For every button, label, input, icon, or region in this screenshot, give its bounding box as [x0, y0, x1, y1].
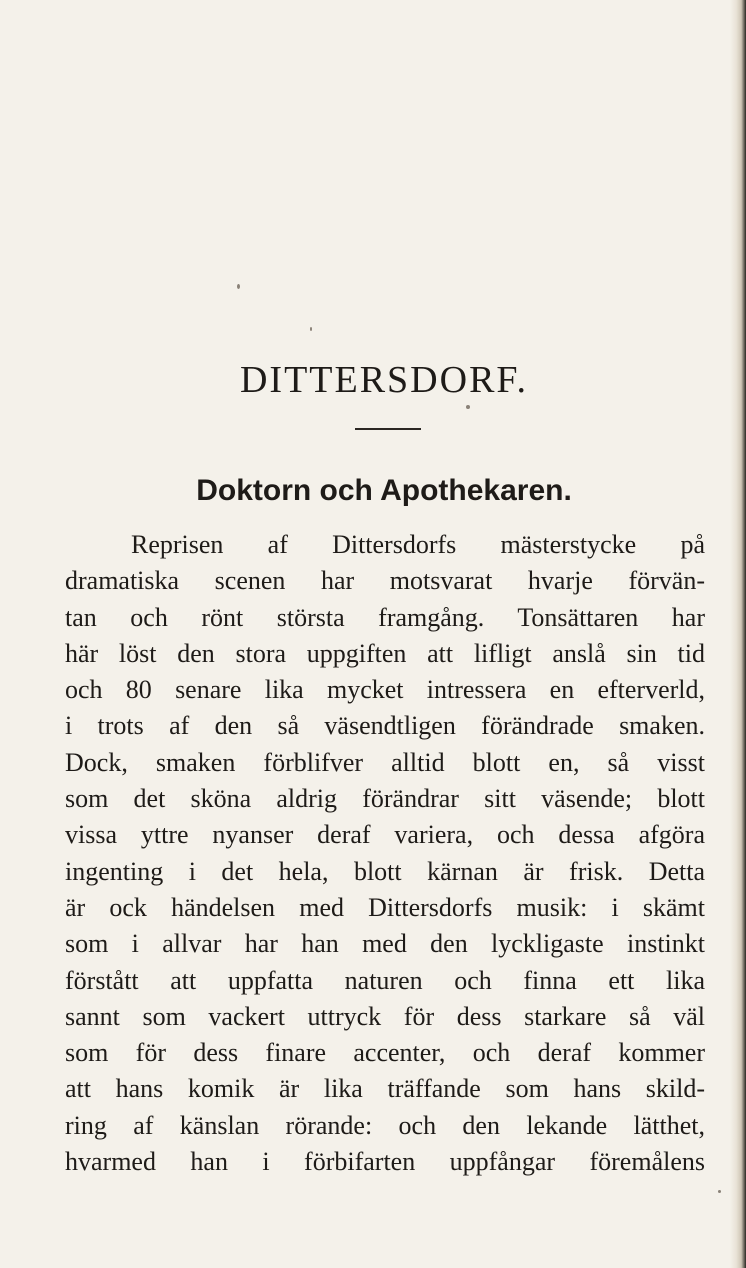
text-line: och 80 senare lika mycket intressera en efterverld,: [65, 675, 705, 705]
text-line: Dock, smaken förblifver alltid blott en, så visst: [65, 747, 705, 777]
text-line: är ock händelsen med Dittersdorfs musik: i skämt: [65, 892, 705, 922]
text-line: som för dess finare accenter, och deraf kommer: [65, 1038, 705, 1068]
body-paragraph: [65, 527, 705, 1180]
text-line: förstått att uppfatta naturen och finna ett lika: [65, 965, 705, 995]
text-line: dramatiska scenen har motsvarat hvarje förvän-: [65, 566, 705, 596]
chapter-heading: DITTERSDORF.: [239, 359, 529, 401]
text-line: hvarmed han i förbifarten uppfångar föremålens: [65, 1147, 705, 1177]
text-line: som det sköna aldrig förändrar sitt väsende; blott: [65, 784, 705, 814]
page-edge-shadow: [730, 0, 746, 1268]
text-line: Reprisen af Dittersdorfs mästerstycke på: [131, 530, 705, 559]
heading-divider: [355, 428, 421, 430]
text-line: sannt som vackert uttryck för dess starkare så väl: [65, 1001, 705, 1031]
section-subtitle: Doktorn och Apothekaren.: [196, 474, 572, 507]
text-line: ingenting i det hela, blott kärnan är frisk. Detta: [65, 856, 705, 886]
text-line: tan och rönt största framgång. Tonsättaren har: [65, 602, 705, 632]
text-line: som i allvar har han med den lyckligaste instinkt: [65, 929, 705, 959]
text-line: här löst den stora uppgiften att lifligt anslå sin tid: [65, 638, 705, 668]
text-line: i trots af den så väsendtligen förändrade smaken.: [65, 711, 705, 741]
text-line: vissa yttre nyanser deraf variera, och dessa afgöra: [65, 820, 705, 850]
text-line: ring af känslan rörande: och den lekande lätthet,: [65, 1110, 705, 1140]
text-line: att hans komik är lika träffande som hans skild-: [65, 1074, 705, 1104]
